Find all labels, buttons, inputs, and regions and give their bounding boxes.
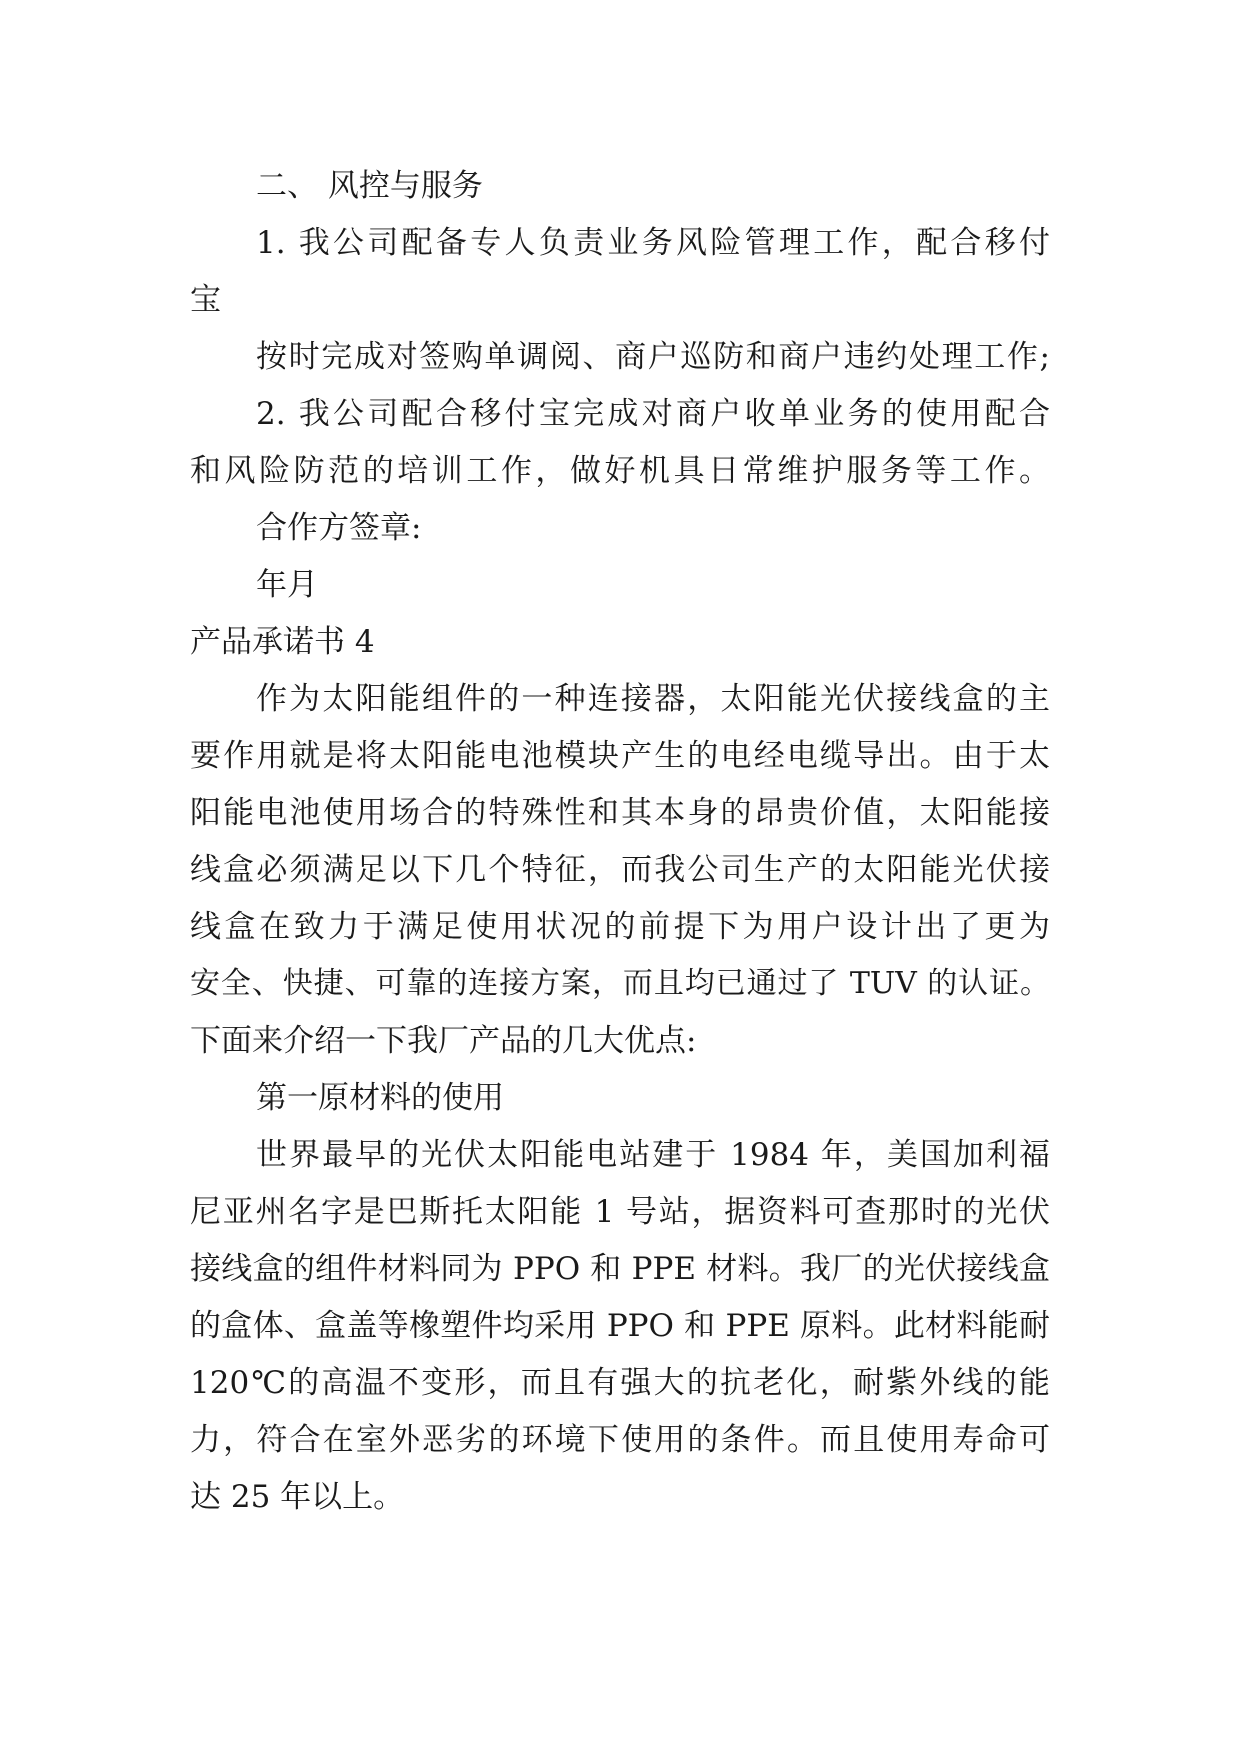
paragraph-line: 2. 我公司配合移付宝完成对商户收单业务的使用配合 (256, 396, 1050, 432)
date-label: 年月 (256, 567, 318, 603)
paragraph-line: 作为太阳能组件的一种连接器，太阳能光伏接线盒的主 (256, 681, 1050, 717)
paragraph-line: 线盒在致力于满足使用状况的前提下为用户设计出了更为 (190, 909, 1050, 945)
paragraph-line: 按时完成对签购单调阅、商户巡防和商户违约处理工作; (256, 339, 1050, 375)
paragraph-line: 力，符合在室外恶劣的环境下使用的条件。而且使用寿命可 (190, 1422, 1050, 1458)
section-title: 产品承诺书 4 (190, 624, 375, 660)
paragraph-line: 和风险防范的培训工作，做好机具日常维护服务等工作。 (190, 453, 1050, 489)
paragraph-line: 安全、快捷、可靠的连接方案，而且均已通过了 TUV 的认证。 (190, 966, 1050, 1001)
paragraph-line: 要作用就是将太阳能电池模块产生的电经电缆导出。由于太 (190, 738, 1050, 774)
paragraph-line: 达 25 年以上。 (190, 1479, 405, 1515)
paragraph-line: 尼亚州名字是巴斯托太阳能 1 号站，据资料可查那时的光伏 (190, 1194, 1050, 1230)
paragraph-line: 宝 (190, 282, 221, 318)
paragraph-line: 1. 我公司配备专人负责业务风险管理工作，配合移付 (256, 225, 1050, 261)
paragraph-line: 120℃的高温不变形，而且有强大的抗老化，耐紫外线的能 (190, 1365, 1050, 1401)
section-heading: 二、 风控与服务 (256, 168, 483, 204)
subsection-heading: 第一原材料的使用 (256, 1080, 504, 1116)
paragraph-line: 接线盒的组件材料同为 PPO 和 PPE 材料。我厂的光伏接线盒 (190, 1251, 1050, 1287)
paragraph-line: 下面来介绍一下我厂产品的几大优点: (190, 1023, 697, 1059)
signature-label: 合作方签章: (256, 510, 422, 546)
paragraph-line: 线盒必须满足以下几个特征，而我公司生产的太阳能光伏接 (190, 852, 1050, 888)
paragraph-line: 阳能电池使用场合的特殊性和其本身的昂贵价值，太阳能接 (190, 795, 1050, 831)
paragraph-line: 的盒体、盒盖等橡塑件均采用 PPO 和 PPE 原料。此材料能耐 (190, 1308, 1050, 1344)
paragraph-line: 世界最早的光伏太阳能电站建于 1984 年，美国加利福 (256, 1137, 1050, 1173)
